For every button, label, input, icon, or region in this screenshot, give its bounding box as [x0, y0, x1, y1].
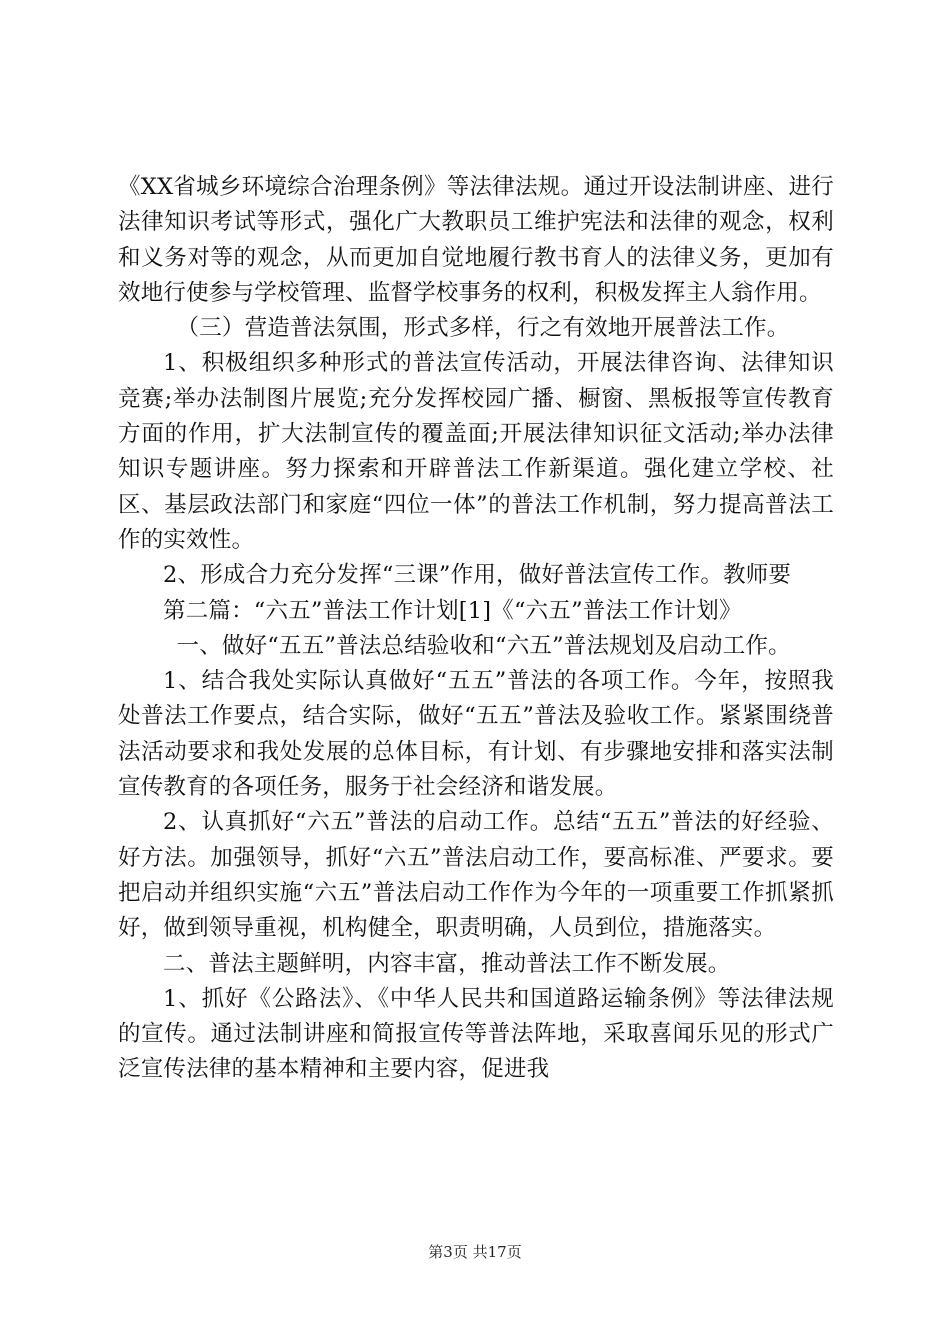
paragraph-7: 1、结合我处实际认真做好“五五”普法的各项工作。今年，按照我处普法工作要点，结合实际，做好“五五”普法及验收工作。紧紧围绕普法活动要求和我处发展的总体目标，有计划、有步骤地安排和落实法制宣传教育的各项任务，服务于社会经济和谐发展。 [118, 668, 834, 801]
paragraph-4: 2、形成合力充分发挥“三课”作用，做好普法宣传工作。教师要 [163, 562, 792, 589]
paragraph-10: 1、抓好《公路法》、《中华人民共和国道路运输条例》等法律法规的宣传。通过法制讲座和简报宣传等普法阵地，采取喜闻乐见的形式广泛宣传法律的基本精神和主要内容，促进我 [118, 985, 834, 1083]
paragraph-6: 一、做好“五五”普法总结验收和“六五”普法规划及启动工作。 [176, 632, 791, 659]
paragraph-9: 二、普法主题鲜明，内容丰富，推动普法工作不断发展。 [163, 950, 731, 977]
paragraph-1: 《XX省城乡环境综合治理条例》等法律法规。通过开设法制讲座、进行法律知识考试等形式，强化广大教职员工维护宪法和法律的观念，权利和义务对等的观念，从而更加自觉地履行教书育人的法律义务，更加有效地行使参与学校管理、监督学校事务的权利，积极发挥主人翁作用。 [118, 174, 834, 306]
paragraph-3: 1、积极组织多种形式的普法宣传活动，开展法律咨询、法律知识竞赛;举办法制图片展览;充分发挥校园广播、橱窗、黑板报等宣传教育方面的作用，扩大法制宣传的覆盖面;开展法律知识征文活动;举办法律知识专题讲座。努力探索和开辟普法工作新渠道。强化建立学校、社区、基层政法部门和家庭“四位一体”的普法工作机制，努力提高普法工作的实效性。 [118, 350, 834, 553]
paragraph-2: （三）营造普法氛围，形式多样，行之有效地开展普法工作。 [176, 315, 790, 342]
page-footer: 第3页 共17页 [428, 1243, 522, 1261]
paragraph-5: 第二篇：“六五”普法工作计划[1]《“六五”普法工作计划》 [163, 597, 742, 624]
document-body [118, 170, 834, 1088]
paragraph-8: 2、认真抓好“六五”普法的启动工作。总结“五五”普法的好经验、好方法。加强领导，抓好“六五”普法启动工作，要高标准、严要求。要把启动并组织实施“六五”普法启动工作作为今年的一项重要工作抓紧抓好，做到领导重视，机构健全，职责明确，人员到位，措施落实。 [118, 809, 834, 942]
